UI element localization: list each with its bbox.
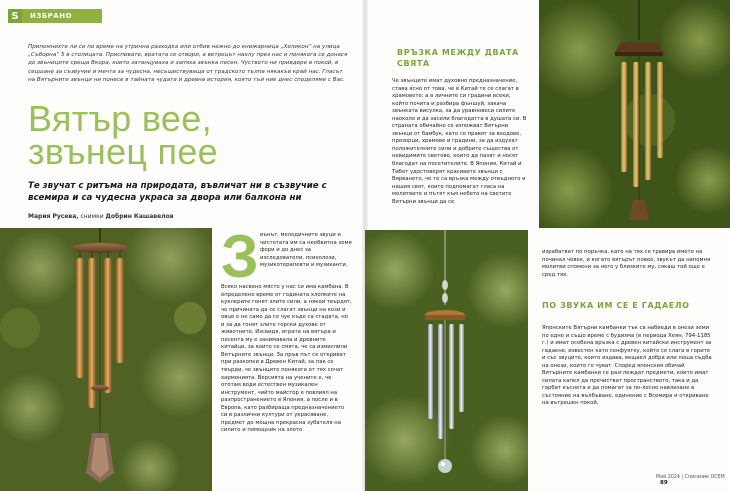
section-label: ИЗБРАНО (22, 9, 102, 23)
byline-photo-label: снимки (80, 213, 104, 220)
wind-chime-wooden-illustration (539, 0, 730, 228)
body-text-right-bottom-a: израбатват по поръчка, като на тях се гравира името на починал човек, и когато вятърът повее, звукът да напомня молитви спомени за него у близките му, сякаш той още е сред тях. (542, 249, 711, 278)
heading-sound: ПО ЗВУКА ИМ СЕ Е ГАДАЕЛО (542, 301, 690, 310)
byline (28, 213, 348, 220)
page-number: 89 (660, 480, 668, 486)
body-text-right-top: Че звънците имат духовно предназначение, става ясно от това, че в Китай те се слагат в храмовете; а в личните си градини всеки, който почита и разбира фъншуй, закача звънката висулка, за да уравновеси силите наоколо и да засили благодатта в душата си. В страната обичайно се изпожват Вятърни звънци от бамбук, като се правят за входове, прозорци, храмове и градини, за да издухат положителните сили и добрите същества от невидимите светове, които да пазят и носят благодат на посетителите. В Япония, Китай и Тибет удостоверят красивите звънци с Вярването, че те са връзка между отвъдното и нашия свят, които подпомагат гласа на молитвите и пътят към небето на светите Вятърни звънци да се (392, 78, 527, 205)
wind-chime-glass-illustration (365, 230, 528, 491)
byline-photographer: Добрин Кашавелов (105, 213, 174, 220)
wind-chime-photo-bronze (0, 228, 212, 491)
title-line-2: звънец пее (28, 131, 218, 172)
wind-chime-photo-wooden-top (539, 0, 730, 228)
section-logo-icon: S (8, 9, 22, 23)
page-footer (656, 475, 730, 486)
body-text-left-main: Всяко насвено място у нас си има камбана. В определено време от годината хлопките на куклерите гонят злите сили, а някои твърдят, че причината да се слагат звънци на кози и овце е не само да се чуе къде са стадата, но и за да гонят злите горски духове от животните. Изсвидя, играта на вятъра и песента му е занимавала и древните китайци, за които се смята, че са измислили Вятърните звънци. За пръв път се откриват при разкопки в Древен Китай, за пак се твърди, че звънците понякога от тях сочат хармонията. Версията на учените е, че ототам води естествен музикален инструмент, чийто майстор е повлиял на разпространението в Япония, а после и в Европа, като разбираща предназначението си в различни култури от украсяване, предмет до мощна прекрасна зубателя на силите и помощник на злото. (221, 284, 352, 434)
article-title (28, 98, 348, 172)
byline-author: Мария Русева, (28, 213, 79, 220)
dropcap-letter: З (221, 223, 259, 290)
title-line-1: Вятър вее, (28, 98, 212, 139)
wind-chime-bronze-illustration (0, 228, 212, 491)
section-tag (8, 9, 102, 23)
heading-connection: ВРЪЗКА МЕЖДУ ДВАТА СВЯТА (397, 48, 519, 68)
body-text-left-top: вънът, мелодичните звуци и чистотата им са необвитна земя фори и до днес за изследователи, психолози, музикотерапевти и музиканти. (260, 232, 352, 269)
body-text-right-bottom-b: Японските Вятърни камбанки тък са набиеди в онези земи по едно и също време с будизма (в периода Хеян, 794-1185 г.) и имат особена връзка с древен китайски инструмент за гадаене, известен като сенфуятку, който се слага в горите и със звуците, които издава, вещаел добра или лоша съдба на онези, които го чуват. Според японския обичай Вятърните камбанки се разглеждат предмети, които имат силата капел да пречистват пространството, така и да гарбат къснета и да помагат за по-лесно навлизане в състояние на вълбъване, единение с Всемира и откриване на вътрешен покой. (542, 325, 712, 407)
article-subtitle: Те звучат с ритъма на природата, въвличат ни в съзвучие с всемира и са чудесна украса за двора или балкона ни (28, 181, 327, 203)
intro-paragraph: Припомнихте ли си по време на утринна разходка или отбив нежно до книжарница „Хеликон“ на улица „Съборна“ 5 в столицата. Приспивате, вратата се отвори, а ветрецът нахлу през нас и понякога се донася до звъниците среща Вкора, които затанцуваха и запяха звънка песен. Чуството ни привдере в покой, в сецшане за съзвучие и мечта за чудесна, несъществуваща от градското тълпа някакъв край нас. Гласът на Вятърните звънци ни понесе в тайната чудата и древна история, която тъй ние днес споделяме с Вас. (28, 44, 348, 83)
wind-chime-photo-glass-bottom (365, 230, 528, 491)
footer-issue: Май 2024 | Списание ОСЕМ (656, 475, 725, 480)
